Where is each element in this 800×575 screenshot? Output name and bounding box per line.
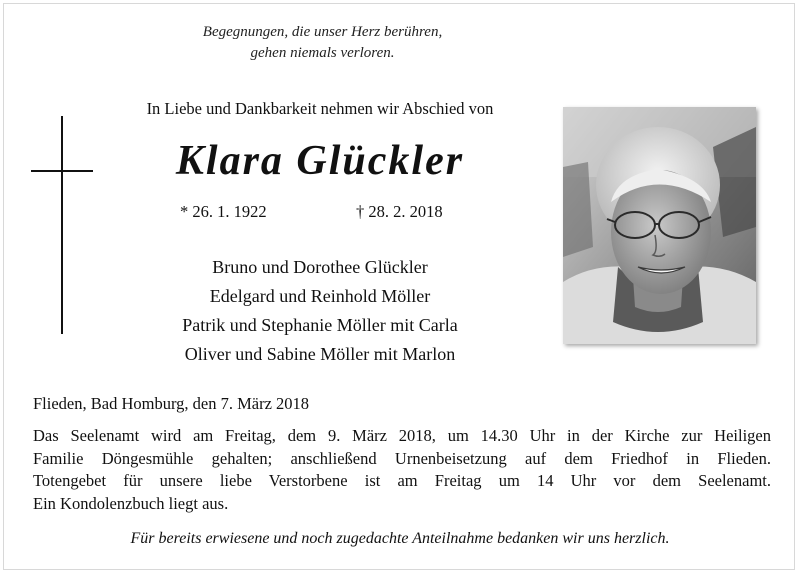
- motto: [150, 22, 495, 64]
- intro-text: In Liebe und Dankbarkeit nehmen wir Abschied von: [146, 99, 494, 118]
- portrait-photo: [563, 107, 756, 344]
- mourners-list: [110, 253, 530, 369]
- service-line: Totengebet für unsere liebe Verstorbene ist am Freitag um 14 Uhr vor dem Seelenamt.: [33, 471, 771, 490]
- service-line: Das Seelenamt wird am Freitag, dem 9. März 2018, um 14.30 Uhr in der Kirche zur Heiligen: [33, 426, 771, 445]
- motto-line: Begegnungen, die unser Herz berühren,: [202, 24, 443, 40]
- service-details: [33, 425, 771, 515]
- place-and-date: Flieden, Bad Homburg, den 7. März 2018: [33, 394, 310, 413]
- thanks-text: Für bereits erwiesene und noch zugedachte Anteilnahme bedanken wir uns herzlich.: [130, 530, 670, 547]
- birth-date: * 26. 1. 1922: [180, 202, 267, 221]
- deceased-name: Klara Glückler: [175, 138, 465, 184]
- death-date: † 28. 2. 2018: [356, 202, 443, 221]
- service-line: Ein Kondolenzbuch liegt aus.: [33, 493, 229, 513]
- cross-vertical-bar: [61, 116, 63, 334]
- mourner-entry: Oliver und Sabine Möller mit Marlon: [184, 344, 456, 364]
- service-line: Familie Döngesmühle gehalten; anschließend Urnenbeisetzung auf dem Friedhof in Flieden.: [33, 448, 771, 468]
- mourner-entry: Bruno und Dorothee Glückler: [212, 257, 428, 277]
- motto-line: gehen niemals verloren.: [250, 45, 395, 61]
- cross-icon: [31, 116, 93, 336]
- cross-horizontal-bar: [31, 170, 93, 172]
- mourner-entry: Edelgard und Reinhold Möller: [209, 286, 431, 306]
- mourner-entry: Patrik und Stephanie Möller mit Carla: [182, 315, 458, 335]
